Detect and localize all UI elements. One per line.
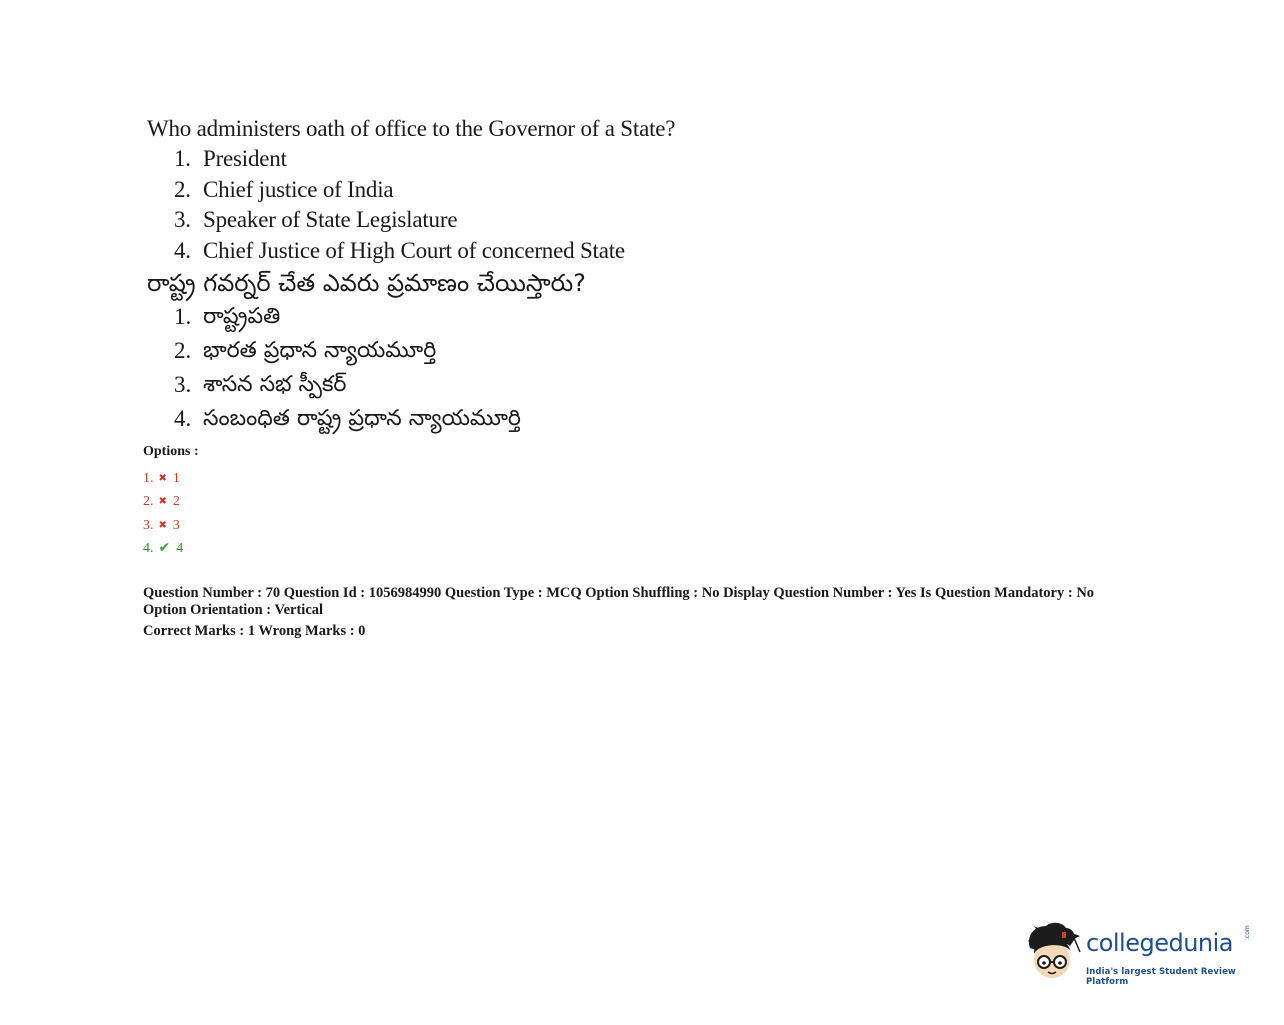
options-section (143, 443, 199, 560)
option-value: 3 (172, 517, 180, 533)
option-value: 1 (172, 471, 180, 486)
logo-tagline: India's largest Student Review Platform (1086, 967, 1236, 987)
choice-item: 3. శాసన సభ స్పీకర్ (174, 368, 1047, 402)
question-text-english: Who administers oath of office to the Governor of a State? (147, 116, 676, 141)
choice-item: 4. Chief Justice of High Court of concerned State (174, 236, 1047, 267)
metadata-line: Option Orientation : Vertical (143, 602, 324, 618)
choice-item: 2. Chief justice of India (174, 175, 1047, 206)
option-index: 4. (143, 540, 154, 556)
option-index: 1. (143, 471, 154, 486)
check-icon: ✔ (158, 539, 171, 556)
choice-list-english (147, 144, 1047, 266)
metadata-line: Question Number : 70 Question Id : 1056984990 Question Type : MCQ Option Shuffling : No Display Question Number : Yes Is Question Mandatory : No (143, 585, 1095, 601)
option-index: 2. (143, 494, 154, 510)
choice-text: Chief Justice of High Court of concerned State (203, 237, 625, 263)
choice-item: 4. సంబంధిత రాష్ట్ర ప్రధాన న్యాయమూర్తి (174, 402, 1047, 436)
choice-text: Chief justice of India (203, 176, 394, 202)
mascot-icon (1022, 918, 1086, 984)
option-row (143, 514, 199, 537)
collegedunia-logo (1022, 918, 1262, 990)
choice-text: సంబంధిత రాష్ట్ర ప్రధాన న్యాయమూర్తి (203, 406, 521, 431)
choice-item: 1. రాష్ట్రపతి (174, 300, 1047, 334)
choice-list-telugu (147, 300, 1047, 436)
options-heading: Options : (143, 444, 199, 459)
choice-text: Speaker of State Legislature (203, 207, 458, 232)
cross-icon: ✖ (158, 496, 167, 508)
question-block (147, 114, 1047, 436)
choice-text: President (203, 146, 287, 171)
choice-text: శాసన సభ స్పీకర్ (203, 372, 347, 397)
question-text-telugu: రాష్ట్ర గవర్నర్ చేత ఎవరు ప్రమాణం చేయిస్తారు? (147, 269, 586, 297)
choice-item: 3. Speaker of State Legislature (174, 205, 1047, 236)
choice-text: రాష్ట్రపతి (203, 304, 281, 329)
option-value: 4 (176, 540, 184, 556)
choice-text: భారత ప్రధాన న్యాయమూర్తి (203, 338, 437, 363)
choice-item: 1. President (174, 144, 1047, 175)
option-index: 3. (143, 517, 154, 533)
logo-wordmark: collegedunia (1086, 929, 1234, 957)
option-value: 2 (172, 494, 180, 510)
cross-icon: ✖ (158, 519, 167, 531)
logo-suffix: .com (1244, 925, 1251, 940)
cross-icon: ✖ (158, 473, 167, 484)
choice-item: 2. భారత ప్రధాన న్యాయమూర్తి (174, 334, 1047, 368)
option-row (143, 467, 199, 490)
question-metadata (143, 585, 1183, 640)
option-row-correct (143, 537, 199, 560)
option-row (143, 490, 199, 513)
marks-line: Correct Marks : 1 Wrong Marks : 0 (143, 623, 366, 639)
